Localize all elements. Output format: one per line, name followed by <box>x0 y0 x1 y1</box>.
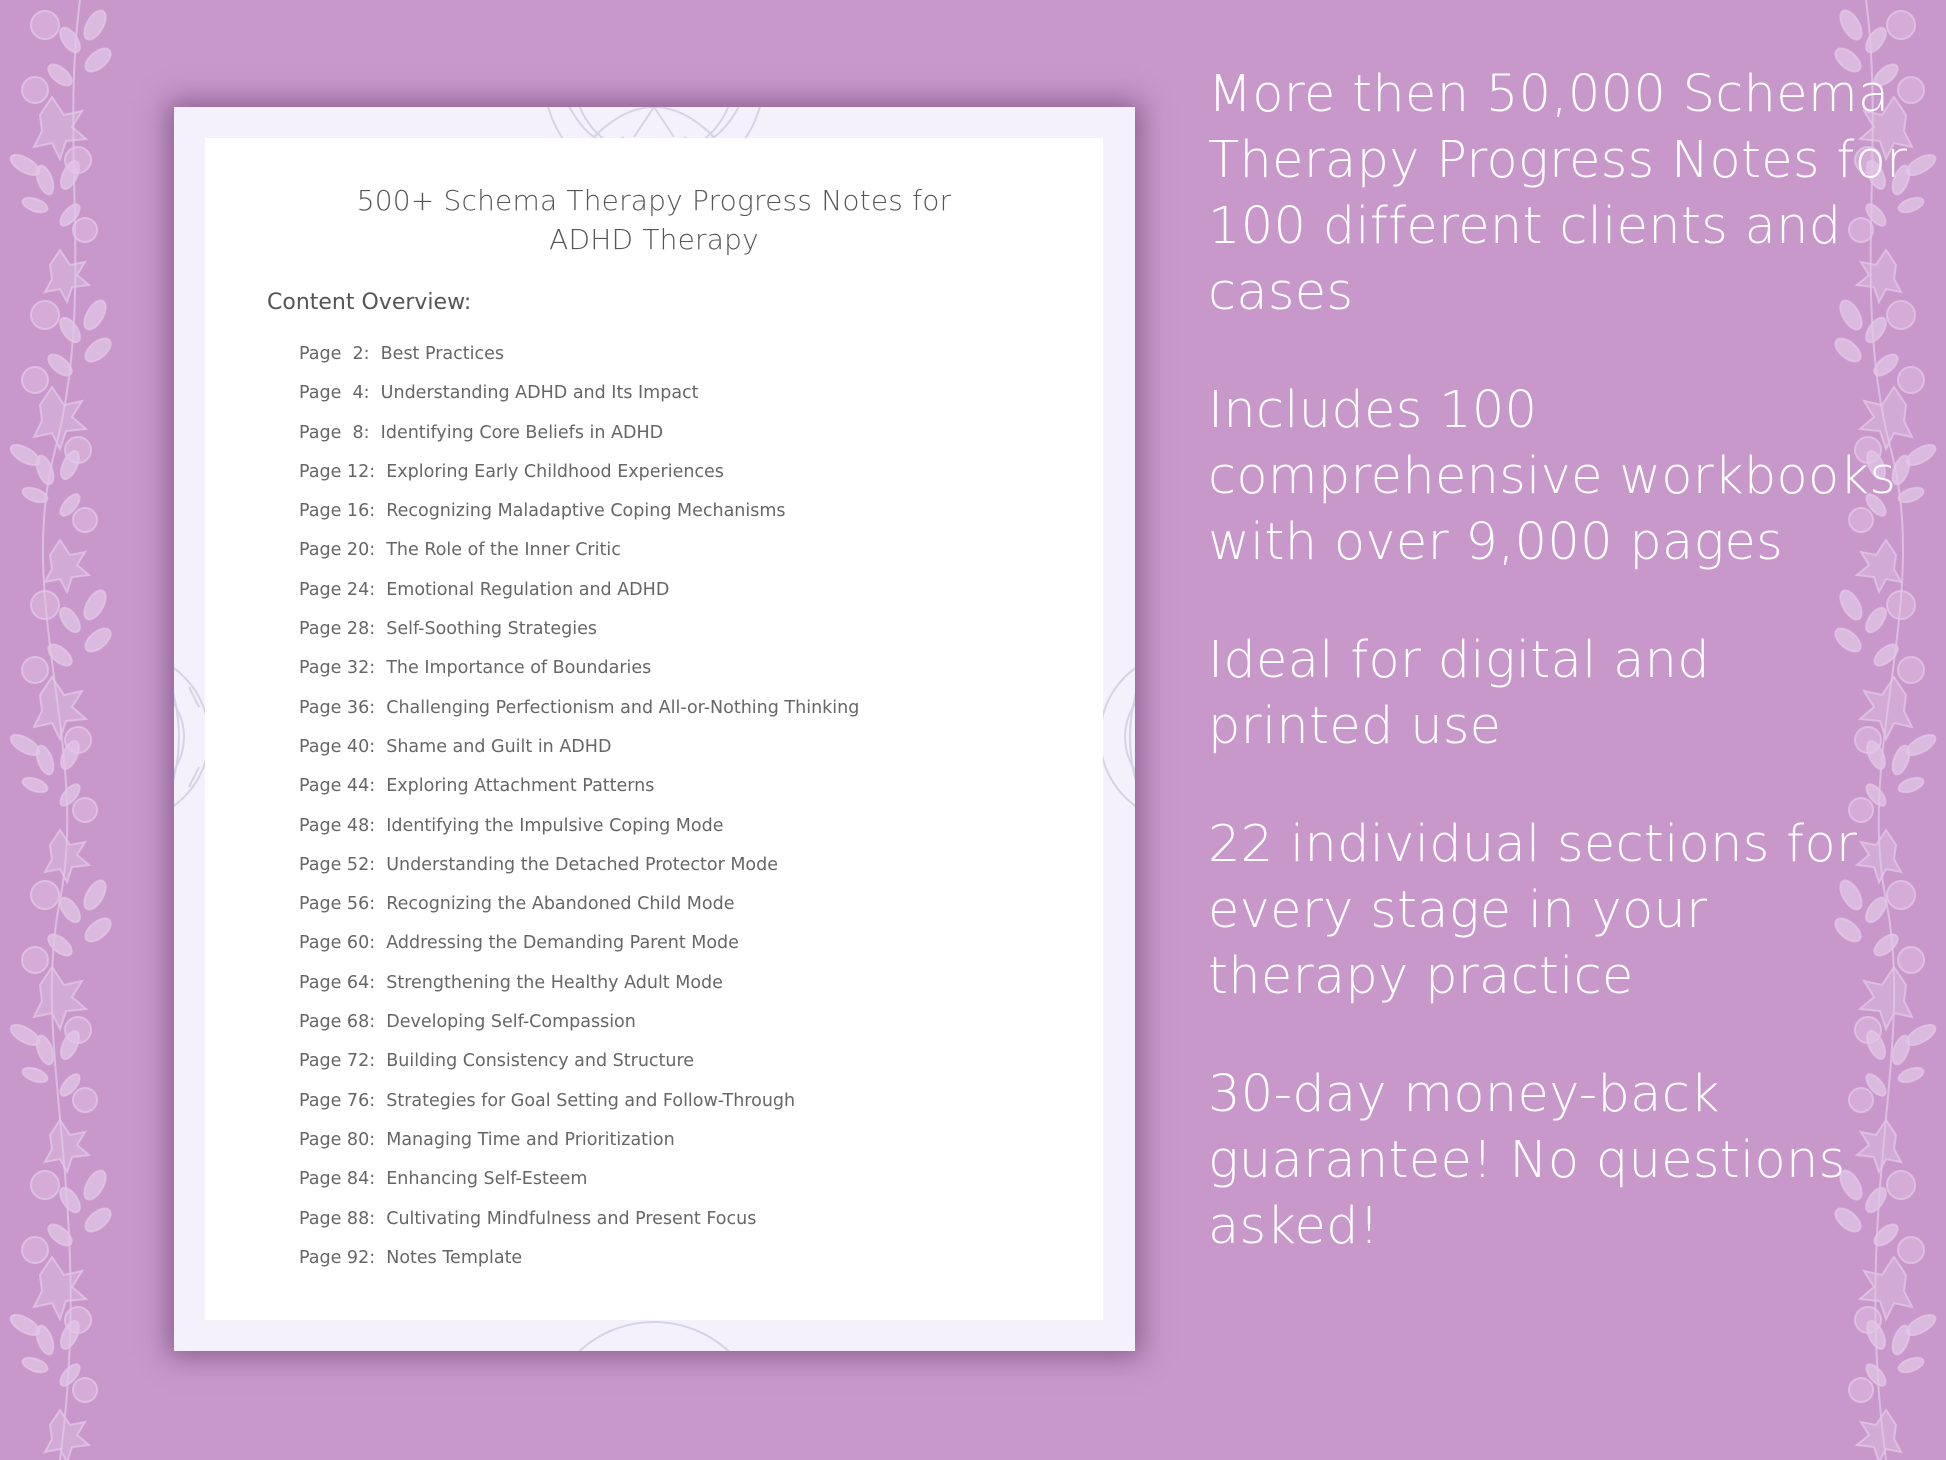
toc-section-title: Understanding ADHD and Its Impact <box>380 383 699 404</box>
toc-section-title: Cultivating Mindfulness and Present Focus <box>386 1208 757 1229</box>
toc-item <box>299 540 859 579</box>
document-content-area <box>205 138 1103 1320</box>
toc-section-title: Enhancing Self-Esteem <box>386 1169 588 1190</box>
toc-item <box>299 658 859 697</box>
toc-item <box>299 423 859 462</box>
toc-item <box>299 1209 859 1248</box>
toc-section-title: Recognizing the Abandoned Child Mode <box>386 894 735 915</box>
toc-section-title: The Role of the Inner Critic <box>386 540 621 561</box>
toc-page-number: Page 28: <box>299 619 376 640</box>
toc-section-title: Strategies for Goal Setting and Follow-Through <box>386 1090 796 1111</box>
feature-item: More then 50,000 Schema Therapy Progress Notes for 100 different clients and cases <box>1208 65 1908 322</box>
toc-section-title: Best Practices <box>380 344 505 364</box>
feature-item: Ideal for digital and printed use <box>1208 631 1710 756</box>
toc-item <box>299 580 859 619</box>
table-of-contents <box>299 344 859 1287</box>
toc-page-number: Page 4: <box>299 383 370 404</box>
toc-section-title: Notes Template <box>386 1247 523 1268</box>
toc-section-title: Identifying the Impulsive Coping Mode <box>386 815 724 836</box>
toc-page-number: Page 16: <box>299 501 376 522</box>
toc-page-number: Page 56: <box>299 894 376 915</box>
toc-section-title: Building Consistency and Structure <box>386 1051 695 1072</box>
toc-item <box>299 1051 859 1090</box>
toc-page-number: Page 12: <box>299 461 376 482</box>
toc-item <box>299 816 859 855</box>
toc-item <box>299 462 859 501</box>
feature-item: Includes 100 comprehensive workbooks with over 9,000 pages <box>1208 381 1897 572</box>
toc-item <box>299 894 859 933</box>
toc-item <box>299 776 859 815</box>
toc-item <box>299 1012 859 1051</box>
toc-item <box>299 1130 859 1169</box>
toc-page-number: Page 88: <box>299 1208 376 1229</box>
document-title <box>205 181 1103 259</box>
toc-section-title: Exploring Attachment Patterns <box>386 776 655 797</box>
toc-page-number: Page 72: <box>299 1051 376 1072</box>
toc-page-number: Page 20: <box>299 540 376 561</box>
toc-page-number: Page 84: <box>299 1169 376 1190</box>
toc-page-number: Page 92: <box>299 1247 376 1268</box>
toc-page-number: Page 32: <box>299 658 376 679</box>
toc-item <box>299 973 859 1012</box>
document-preview-page <box>174 107 1135 1351</box>
toc-section-title: Addressing the Demanding Parent Mode <box>386 933 739 954</box>
document-title-line-1: 500+ Schema Therapy Progress Notes for <box>356 184 952 217</box>
toc-section-title: The Importance of Boundaries <box>386 658 652 679</box>
toc-page-number: Page 76: <box>299 1090 376 1111</box>
feature-item: 22 individual sections for every stage in your therapy practice <box>1208 815 1858 1006</box>
toc-section-title: Identifying Core Beliefs in ADHD <box>380 422 664 443</box>
toc-item <box>299 1169 859 1208</box>
toc-page-number: Page 8: <box>299 422 370 443</box>
toc-section-title: Understanding the Detached Protector Mode <box>386 854 779 875</box>
toc-item <box>299 1091 859 1130</box>
toc-item <box>299 383 859 422</box>
toc-page-number: Page 60: <box>299 933 376 954</box>
content-overview-heading: Content Overview: <box>267 290 472 315</box>
toc-item <box>299 933 859 972</box>
toc-page-number: Page 64: <box>299 972 376 993</box>
toc-section-title: Developing Self-Compassion <box>386 1012 636 1033</box>
toc-page-number: Page 48: <box>299 815 376 836</box>
toc-page-number: Page 40: <box>299 736 376 757</box>
feature-item: 30-day money-back guarantee! No questions asked! <box>1208 1065 1846 1256</box>
toc-section-title: Emotional Regulation and ADHD <box>386 579 670 600</box>
toc-section-title: Recognizing Maladaptive Coping Mechanisms <box>386 501 786 522</box>
toc-page-number: Page 68: <box>299 1012 376 1033</box>
toc-item <box>299 1248 859 1287</box>
feature-list <box>1208 62 1908 1312</box>
toc-section-title: Challenging Perfectionism and All-or-Nothing Thinking <box>386 697 860 718</box>
floral-vine-left-decoration <box>0 0 140 1460</box>
toc-section-title: Managing Time and Prioritization <box>386 1129 675 1150</box>
toc-section-title: Shame and Guilt in ADHD <box>386 736 612 757</box>
toc-section-title: Exploring Early Childhood Experiences <box>386 461 724 482</box>
toc-page-number: Page 24: <box>299 579 376 600</box>
toc-page-number: Page 80: <box>299 1129 376 1150</box>
toc-page-number: Page 44: <box>299 776 376 797</box>
toc-item <box>299 501 859 540</box>
toc-item <box>299 737 859 776</box>
toc-item <box>299 855 859 894</box>
toc-page-number: Page 36: <box>299 697 376 718</box>
toc-page-number: Page 2: <box>299 344 370 364</box>
toc-section-title: Self-Soothing Strategies <box>386 619 597 640</box>
toc-item <box>299 619 859 658</box>
document-title-line-2: ADHD Therapy <box>549 223 759 256</box>
toc-item <box>299 344 859 383</box>
toc-item <box>299 698 859 737</box>
toc-section-title: Strengthening the Healthy Adult Mode <box>386 972 723 993</box>
toc-page-number: Page 52: <box>299 854 376 875</box>
